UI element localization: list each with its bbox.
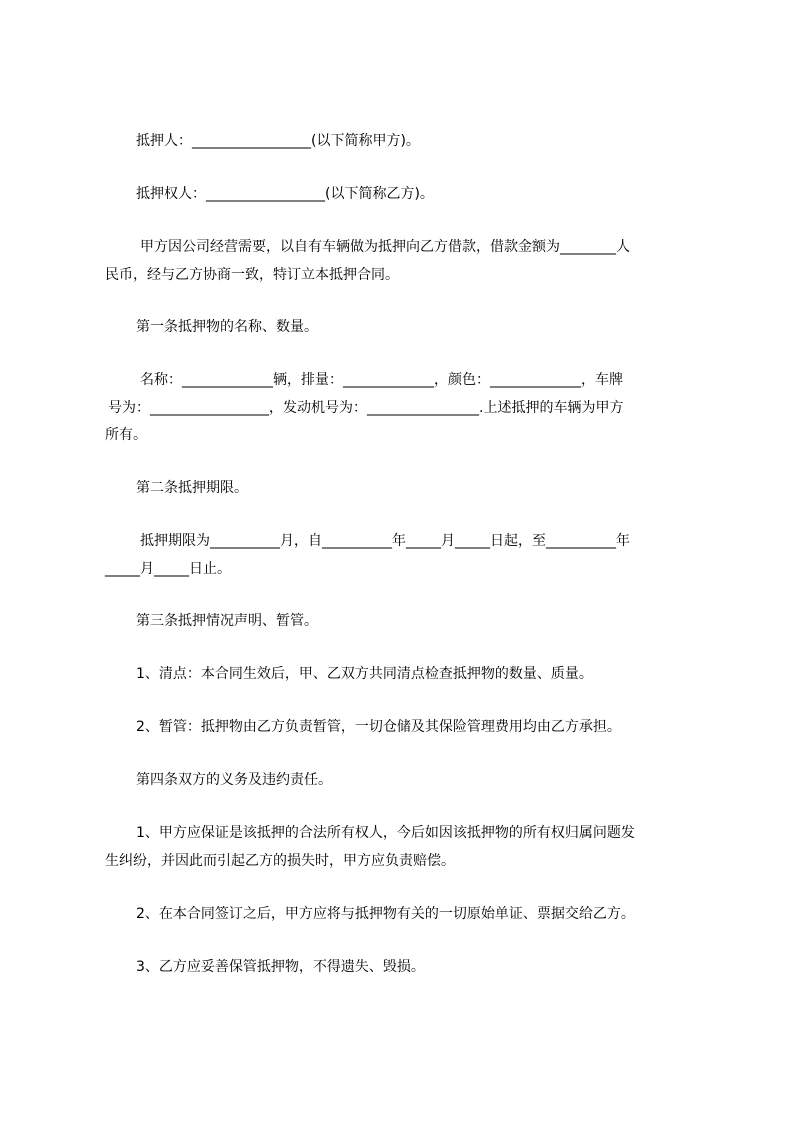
article-2-title: 第二条抵押期限。 <box>136 480 248 496</box>
article-4-title: 第四条双方的义务及违约责任。 <box>136 772 332 788</box>
article-1-line-3: 所有。 <box>105 427 147 443</box>
article-4-item-3: 3、乙方应妥善保管抵押物，不得遗失、毁损。 <box>136 959 425 975</box>
article-4-item-1-line-1: 1、甲方应保证是该抵押的合法所有权人，今后如因该抵押物的所有权归属问题发 <box>136 825 635 841</box>
article-1-line-2: 号为：_________________，发动机号为：________________.上述抵押的车辆为甲方 <box>108 400 624 416</box>
article-2-line-1: 抵押期限为__________月，自__________年_____月_____日起，至__________年 <box>140 533 630 549</box>
article-1-title: 第一条抵押物的名称、数量。 <box>136 319 318 335</box>
article-4-item-1-line-2: 生纠纷，并因此而引起乙方的损失时，甲方应负责赔偿。 <box>105 853 455 869</box>
intro-line-1: 甲方因公司经营需要，以自有车辆做为抵押向乙方借款，借款金额为________人 <box>140 239 630 255</box>
article-4-item-2: 2、在本合同签订之后，甲方应将与抵押物有关的一切原始单证、票据交给乙方。 <box>136 906 635 922</box>
article-3-title: 第三条抵押情况声明、暂管。 <box>136 613 318 629</box>
article-1-line-1: 名称：_____________辆，排量：_____________，颜色：_____________，车牌 <box>140 372 623 388</box>
article-3-item-2: 2、暂管：抵押物由乙方负责暂管，一切仓储及其保险管理费用均由乙方承担。 <box>136 719 621 735</box>
article-3-item-1: 1、清点：本合同生效后，甲、乙双方共同清点检查抵押物的数量、质量。 <box>136 666 593 682</box>
mortgagor-line: 抵押人：_________________(以下简称甲方)。 <box>136 133 420 149</box>
article-2-line-2: _____月_____日止。 <box>105 561 231 577</box>
intro-line-2: 民币，经与乙方协商一致，特订立本抵押合同。 <box>105 267 399 283</box>
mortgagee-line: 抵押权人：_________________(以下简称乙方)。 <box>136 186 434 202</box>
